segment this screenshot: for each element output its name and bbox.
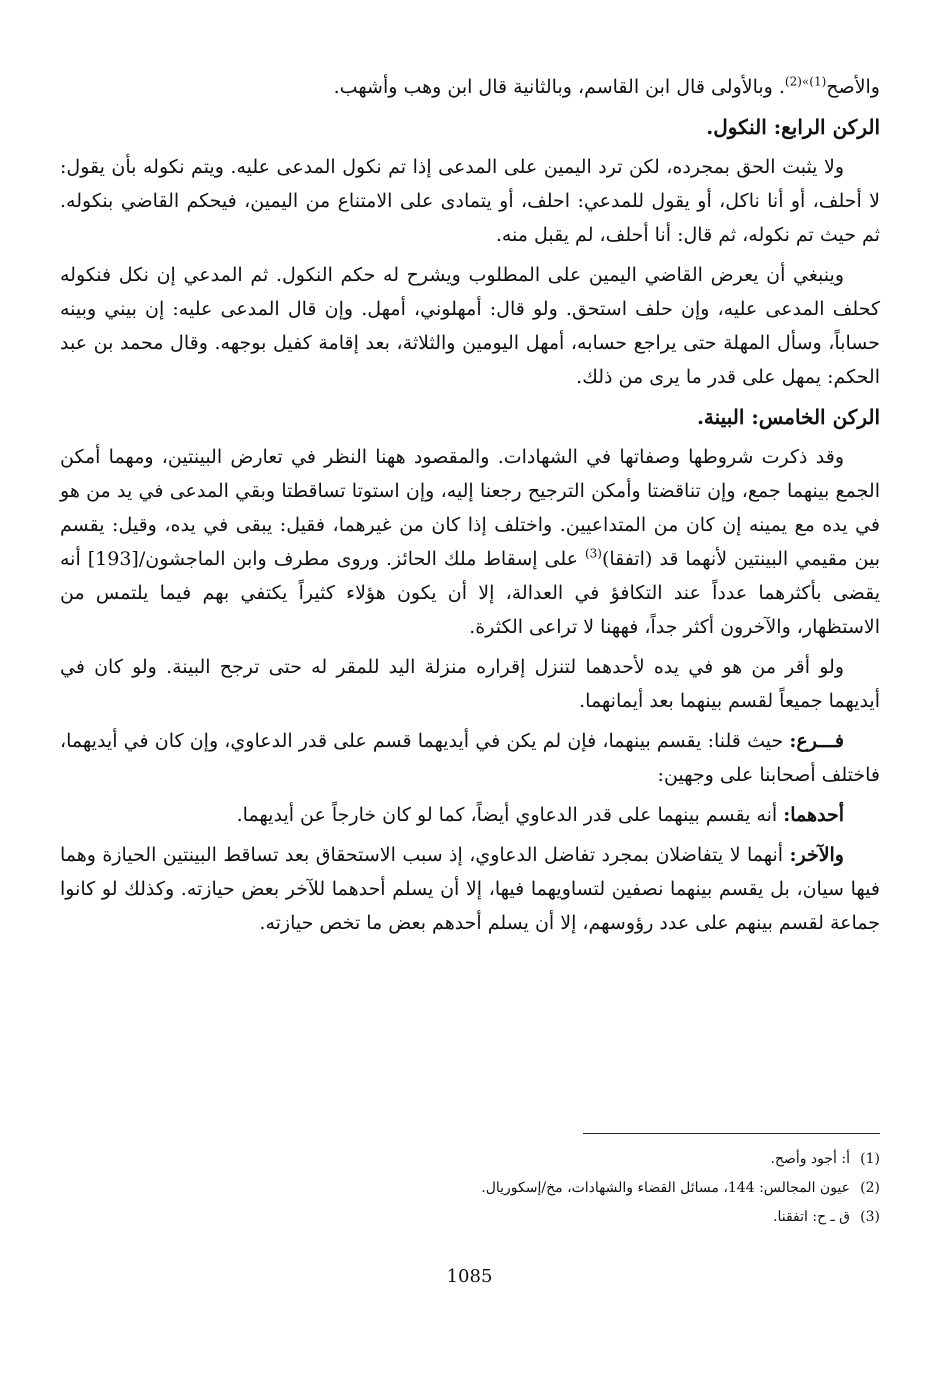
paragraph-nukul-1: ولا يثبت الحق بمجرده، لكن ترد اليمين على المدعى إذا تم نكول المدعى عليه. ويتم نكوله بأن يقول: لا أحلف، أو أنا ناكل، أو يقول للمدعي: احلف، أو يتمادى على الامتناع من اليمين، فيحكم القاضي بنكوله. ثم حيث تم نكوله، ثم قال: أنا أحلف، لم يقبل منه. xyxy=(60,156,880,246)
section-heading-nukul: الركن الرابع: النكول. xyxy=(706,115,880,139)
footnote-3-text: ق ـ ح: اتفقنا. xyxy=(773,1209,850,1225)
footnote-1-text: أ: أجود وأصح. xyxy=(770,1151,850,1167)
main-text xyxy=(60,70,880,946)
far-text: حيث قلنا: يقسم بينهما، فإن لم يكن في أيديهما قسم على قدر الدعاوي، وإن كان في أيديهما، فاختلف أصحابنا على وجهين: xyxy=(60,730,880,786)
footnote-refs-1-2: (1)»(2) xyxy=(784,74,827,89)
footnote-2-number: (2) xyxy=(860,1180,880,1196)
paragraph-other-view xyxy=(60,838,880,940)
footnote-2-text: عيون المجالس: 144، مسائل القضاء والشهادات، مخ/إسكوريال. xyxy=(481,1180,850,1196)
first-view-text: أنه يقسم بينهما على قدر الدعاوي أيضاً، كما لو كان خارجاً عن أيديهما. xyxy=(236,804,784,826)
footnote-divider xyxy=(583,1133,880,1134)
paragraph-nukul-2: وينبغي أن يعرض القاضي اليمين على المطلوب ويشرح له حكم النكول. ثم المدعي إن نكل فنكوله كحلف المدعى عليه، وإن حلف استحق. ولو قال: أمهلوني، أمهل. وإن قال المدعى عليه: إن بيني وبينه حساباً، وسأل المهلة حتى يراجع حسابه، أمهل اليومين والثلاثة، بعد إقامة كفيل بوجهه. وقال محمد بن عبد الحكم: يمهل على قدر ما يرى من ذلك. xyxy=(60,264,880,388)
other-view-label: والآخر: xyxy=(789,844,844,866)
paragraph-bayyina-1-part2: على إسقاط ملك الحائز. وروى مطرف وابن الماجشون/[193] أنه يقضى بأكثرهما عدداً عند التكافؤ في العدالة، إلا أن يكون هؤلاء كثيراً يكتفي بهم فيما يلتمس من الاستظهار، والآخرون أكثر جداً، فههنا لا تراعى الكثرة. xyxy=(60,548,880,638)
footnote-3 xyxy=(80,1203,880,1232)
section-heading-bayyina: الركن الخامس: البينة. xyxy=(696,405,880,429)
paragraph-far xyxy=(60,724,880,792)
other-view-text: أنهما لا يتفاضلان بمجرد تفاضل الدعاوي، إذ سبب الاستحقاق بعد تساقط البينتين الحيازة وهما فيها سيان، بل يقسم بينهما نصفين لتساويهما فيها، إلا أن يسلم أحدهما للآخر بعض حيازته. وكذلك لو كانوا جماعة لقسم بينهم على عدد رؤوسهم، إلا أن يسلم أحدهم بعض ما تخص حيازته. xyxy=(60,844,880,934)
footnotes xyxy=(80,1145,880,1232)
first-view-label: أحدهما: xyxy=(783,804,844,826)
far-label: فـــرع: xyxy=(789,730,844,752)
continuation-paragraph xyxy=(60,70,880,104)
continuation-lead: والأصح xyxy=(826,76,880,98)
paragraph-bayyina-2: ولو أقر من هو في يده لأحدهما لتنزل إقراره منزلة اليد للمقر له حتى ترجح البينة. ولو كان في أيديهما جميعاً لقسم بينهما بعد أيمانهما. xyxy=(60,656,880,712)
footnote-1-number: (1) xyxy=(860,1151,880,1167)
footnote-ref-3: (3) xyxy=(584,546,602,561)
page-number: 1085 xyxy=(446,1266,493,1287)
paragraph-first-view xyxy=(60,798,880,832)
footnote-2 xyxy=(80,1174,880,1203)
paragraph-bayyina-1 xyxy=(60,440,880,644)
footnote-1 xyxy=(80,1145,880,1174)
footnote-3-number: (3) xyxy=(860,1209,880,1225)
continuation-text: . وبالأولى قال ابن القاسم، وبالثانية قال ابن وهب وأشهب. xyxy=(333,76,785,98)
paragraph-bayyina-1-part1: وقد ذكرت شروطها وصفاتها في الشهادات. والمقصود ههنا النظر في تعارض البينتين، ومهما أمكن الجمع بينهما جمع، وإن تناقضتا وأمكن الترجيح رجعنا إليه، وإن استوتا تساقطتا وبقي المدعى في يد من هو في يده مع يمينه إن كان من المتداعيين. واختلف إذا كان من غيرهما، فقيل: يبقى في يده، وقيل: يقسم بين مقيمي البينتين لأنهما قد (اتفقا) xyxy=(60,446,880,570)
